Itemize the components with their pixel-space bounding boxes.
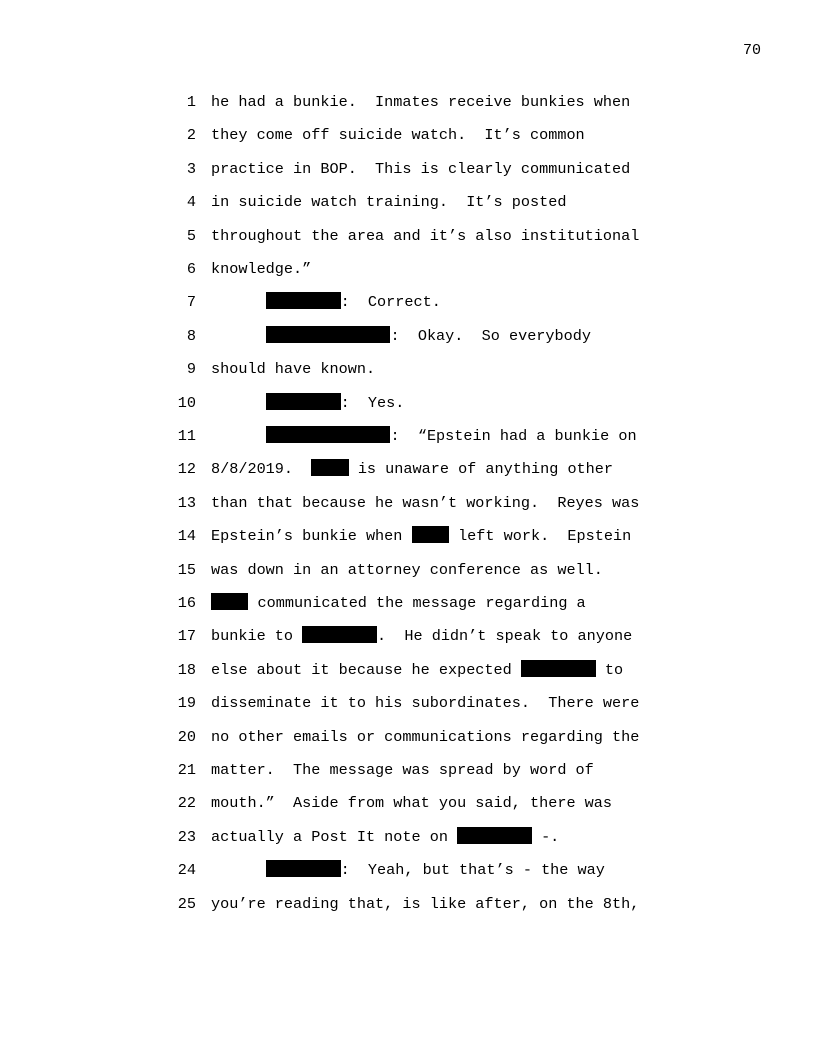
- line-number: 15: [177, 560, 196, 579]
- line-text-segment: [211, 293, 266, 311]
- line-number: 4: [186, 193, 196, 212]
- line-number: 11: [177, 427, 196, 445]
- redaction-box: [266, 860, 341, 877]
- line-text-segment: [211, 861, 266, 879]
- transcript-line: [0, 721, 816, 754]
- line-text: [211, 821, 559, 854]
- redaction-box: [266, 326, 391, 343]
- line-number: 6: [186, 260, 196, 278]
- line-text: [211, 520, 631, 553]
- transcript-line: [0, 353, 816, 386]
- line-text-segment: practice in BOP. This is clearly communicated: [211, 159, 631, 178]
- line-text-segment: : Okay. So everybody: [390, 326, 591, 345]
- line-text-segment: : Yes.: [340, 393, 405, 412]
- line-text: [211, 353, 375, 386]
- line-text-segment: . He didn’t speak to anyone: [377, 627, 633, 646]
- transcript-line: [0, 787, 816, 820]
- redaction-box: [266, 426, 391, 443]
- redaction-box: [266, 292, 341, 309]
- line-text-segment: he had a bunkie. Inmates receive bunkies when: [211, 93, 631, 111]
- transcript-line: [0, 320, 816, 353]
- line-text-segment: was down in an attorney conference as well.: [211, 560, 603, 579]
- redaction-box: [311, 459, 348, 476]
- line-text: [211, 620, 632, 653]
- line-number: 3: [186, 159, 196, 178]
- line-text: [211, 854, 605, 887]
- line-text: [211, 721, 639, 754]
- line-text: [211, 153, 630, 186]
- line-text-segment: : Yeah, but that’s - the way: [340, 861, 605, 880]
- line-text-segment: [211, 427, 266, 445]
- transcript-line: [0, 253, 816, 286]
- line-text-segment: Epstein’s bunkie when: [211, 527, 412, 546]
- line-number: 13: [177, 493, 196, 512]
- line-text: [211, 654, 623, 687]
- line-number: 10: [177, 393, 196, 412]
- line-text-segment: : Correct.: [340, 293, 441, 312]
- line-text-segment: actually a Post It note on: [211, 827, 458, 846]
- line-text-segment: else about it because he expected: [211, 660, 521, 679]
- line-text-segment: : “Epstein had a bunkie on: [390, 427, 637, 445]
- transcript-line: [0, 453, 816, 486]
- line-text: [211, 554, 603, 587]
- line-text-segment: knowledge.”: [211, 260, 312, 278]
- line-text: [211, 286, 441, 319]
- transcript-line: [0, 86, 816, 119]
- transcript-line: [0, 220, 816, 253]
- line-number: 2: [186, 126, 196, 145]
- line-text: [211, 220, 639, 253]
- redaction-box: [521, 660, 596, 677]
- transcript-line: [0, 286, 816, 319]
- transcript-line: [0, 821, 816, 854]
- line-number: 25: [177, 894, 196, 913]
- redaction-box: [302, 626, 377, 643]
- line-text-segment: mouth.” Aside from what you said, there was: [211, 794, 613, 813]
- transcript-line: [0, 119, 816, 152]
- line-number: 1: [186, 93, 196, 111]
- line-number: 16: [177, 594, 196, 612]
- line-text-segment: to: [595, 660, 624, 679]
- line-text: [211, 253, 311, 286]
- redaction-box: [211, 593, 248, 610]
- line-text-segment: matter. The message was spread by word of: [211, 761, 594, 779]
- redaction-box: [457, 827, 532, 844]
- transcript-line: [0, 687, 816, 720]
- line-text: [211, 86, 630, 119]
- line-text-segment: [211, 394, 266, 412]
- line-number: 21: [177, 761, 196, 779]
- transcript-line: [0, 620, 816, 653]
- line-number: 22: [177, 794, 196, 813]
- transcript-line: [0, 487, 816, 520]
- line-text-segment: communicated the message regarding a: [248, 594, 586, 612]
- line-text: [211, 587, 586, 620]
- line-text: [211, 119, 585, 152]
- transcript-line: [0, 654, 816, 687]
- line-text: [211, 420, 637, 453]
- line-text-segment: bunkie to: [211, 627, 303, 646]
- line-number: 20: [177, 727, 196, 746]
- transcript-line: [0, 754, 816, 787]
- line-number: 7: [186, 293, 196, 312]
- line-text-segment: is unaware of anything other: [348, 460, 614, 479]
- transcript-line: [0, 554, 816, 587]
- line-number: 12: [177, 460, 196, 479]
- line-text-segment: left work. Epstein: [448, 527, 632, 546]
- line-text-segment: should have known.: [211, 360, 376, 379]
- line-text-segment: in suicide watch training. It’s posted: [211, 193, 567, 212]
- transcript-line: [0, 888, 816, 921]
- transcript-line: [0, 854, 816, 887]
- line-text: [211, 487, 639, 520]
- line-text: [211, 687, 639, 720]
- line-number: 8: [186, 326, 196, 345]
- line-text-segment: [211, 327, 266, 345]
- line-text: [211, 888, 639, 921]
- line-number: 23: [177, 827, 196, 846]
- line-text-segment: -.: [531, 827, 560, 846]
- line-text: [211, 387, 404, 420]
- line-number: 5: [186, 226, 196, 245]
- transcript-line: [0, 520, 816, 553]
- redaction-box: [412, 526, 449, 543]
- line-number: 9: [186, 360, 196, 379]
- line-text-segment: disseminate it to his subordinates. There were: [211, 694, 640, 713]
- line-text-segment: they come off suicide watch. It’s common: [211, 126, 585, 145]
- line-text-segment: you’re reading that, is like after, on the 8th,: [211, 894, 640, 913]
- transcript-line: [0, 153, 816, 186]
- line-number: 24: [177, 861, 196, 880]
- line-text-segment: throughout the area and it’s also institutional: [211, 226, 640, 245]
- line-text: [211, 754, 594, 787]
- line-text-segment: 8/8/2019.: [211, 460, 312, 479]
- page-number: 70: [742, 42, 761, 59]
- line-number: 18: [177, 660, 196, 679]
- line-text-segment: than that because he wasn’t working. Reyes was: [211, 493, 640, 512]
- transcript-line: [0, 186, 816, 219]
- line-number: 19: [177, 694, 196, 713]
- line-text: [211, 320, 591, 353]
- transcript-line: [0, 587, 816, 620]
- redaction-box: [266, 393, 341, 410]
- transcript-line: [0, 387, 816, 420]
- line-number: 14: [177, 527, 196, 546]
- line-text: [211, 453, 613, 486]
- transcript-line: [0, 420, 816, 453]
- line-text: [211, 186, 566, 219]
- line-text: [211, 787, 612, 820]
- line-number: 17: [177, 627, 196, 646]
- line-text-segment: no other emails or communications regarding the: [211, 727, 640, 746]
